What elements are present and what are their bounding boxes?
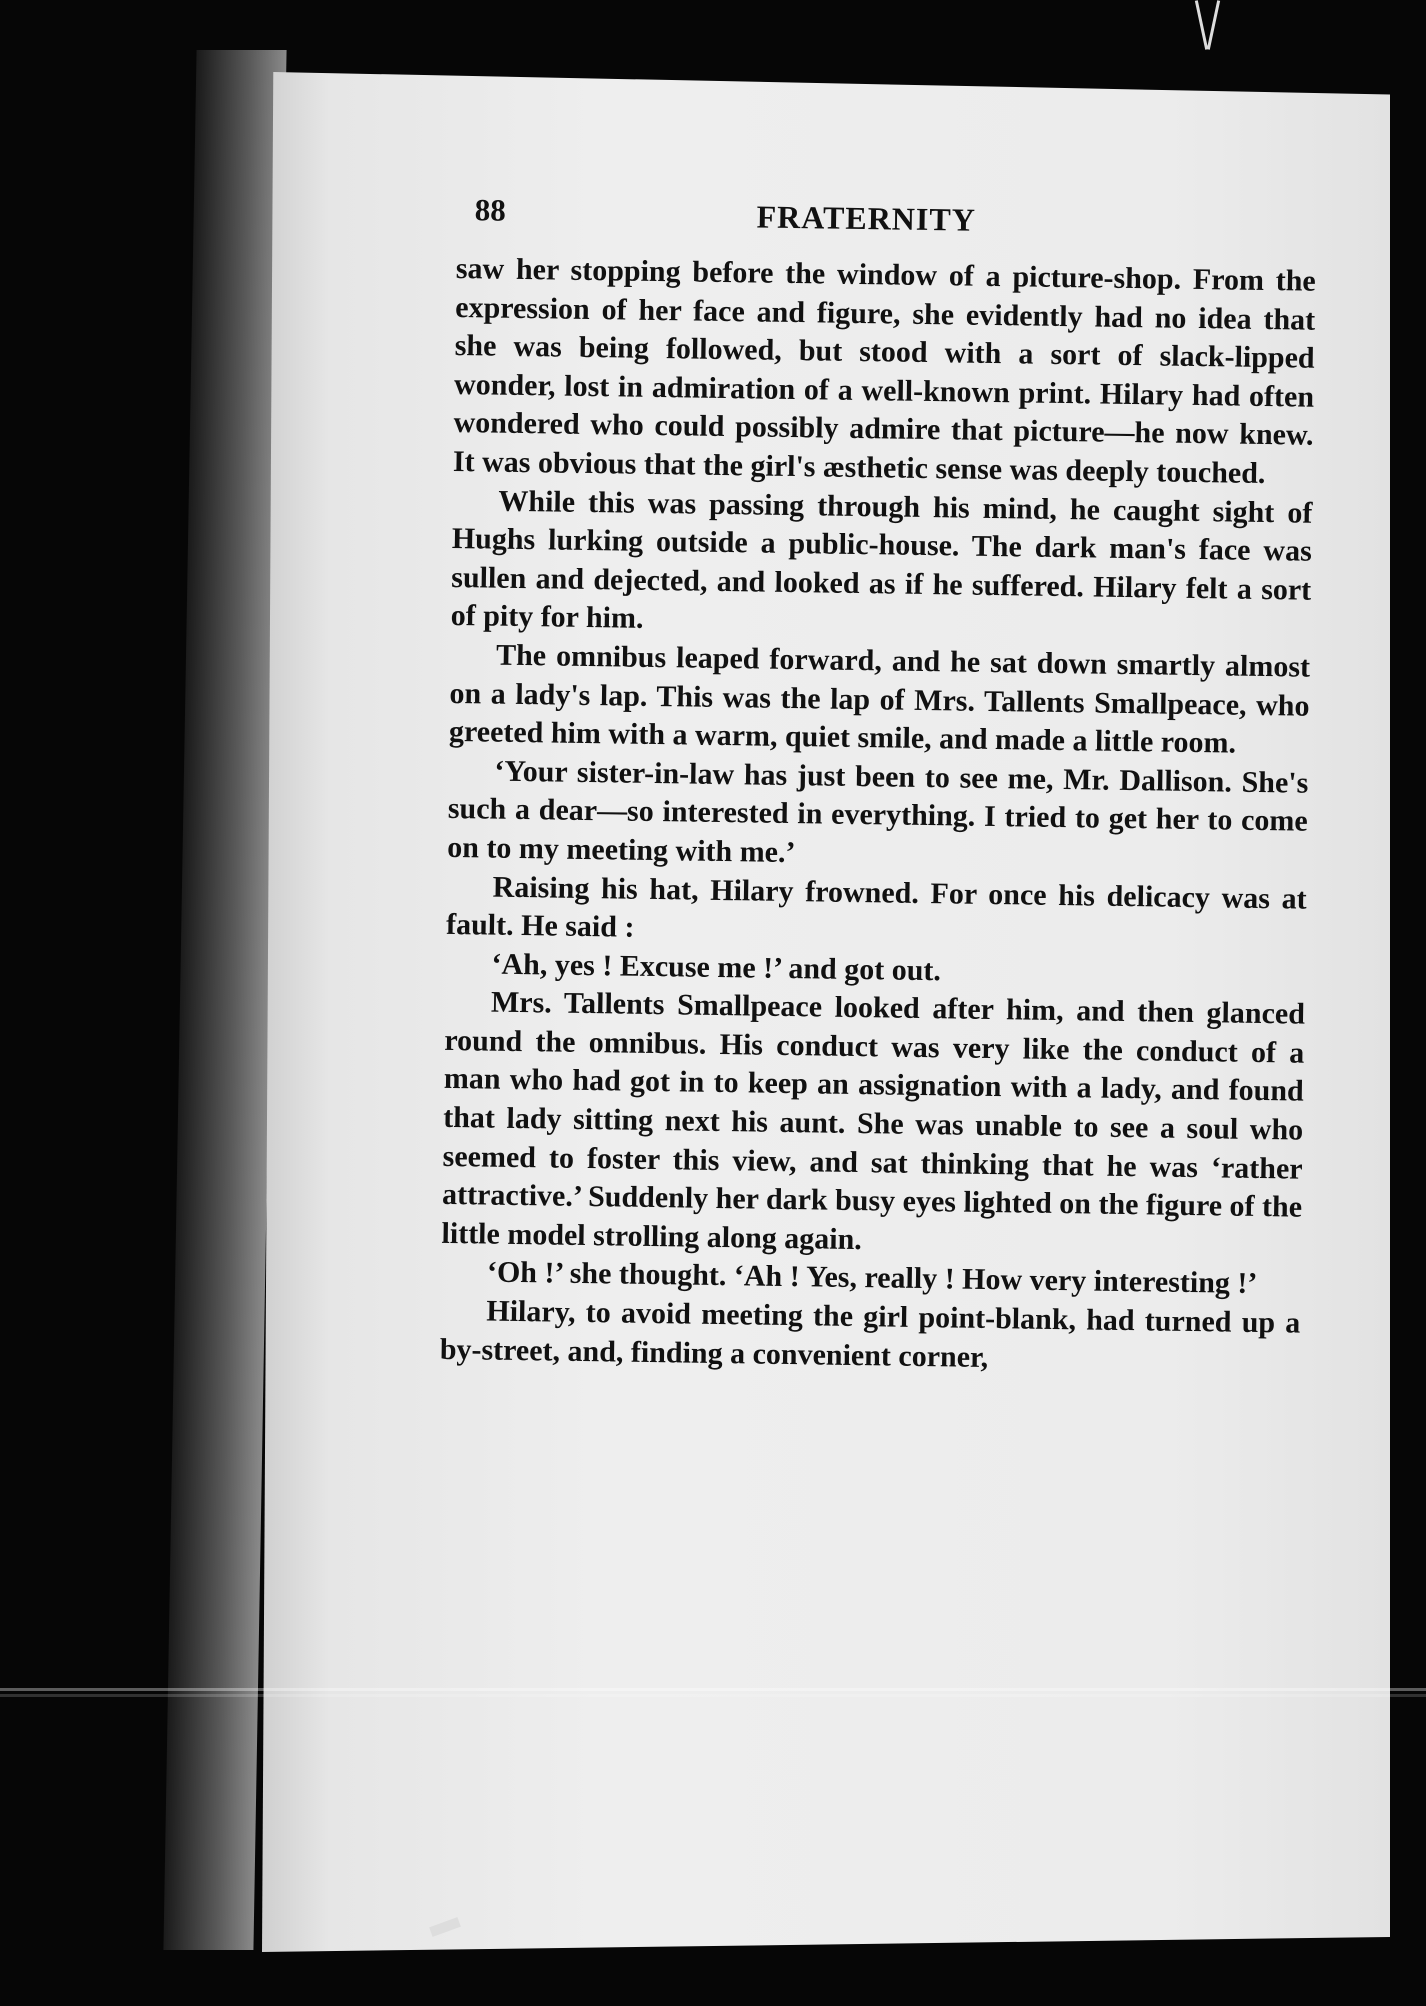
paragraph: Raising his hat, Hilary frowned. For once his delicacy was at fault. He said : bbox=[445, 870, 1307, 944]
scan-artifact bbox=[1207, 0, 1220, 50]
paragraph: Mrs. Tallents Smallpeace looked after him, and then glanced round the omnibus. His conduct was very like the conduct of a man who had got in to keep an assignation with a lady, and found that lady sitting next his aunt. She was unable to see a soul who seemed to foster this view, and sat thinking that he was ‘rather attractive.’ Suddenly her dark busy eyes lighted on the figure of the little model strolling along again. bbox=[441, 985, 1306, 1256]
paragraph: ‘Your sister-in-law has just been to see me, Mr. Dallison. She's such a dear—so interested in everything. I tried to get her to come on to my meeting with me.’ bbox=[447, 754, 1309, 869]
paragraph: saw her stopping before the window of a picture-shop. From the expression of her face and figure, she evidently had no idea that she was being followed, but stood with a sort of slack-lipped wonder, lost in admiration of a well-known print. Hilary had often wondered who could possibly admire that picture—he now knew. It was obvious that the girl's æsthetic sense was deeply touched. bbox=[452, 251, 1317, 490]
paragraph: ‘Ah, yes ! Excuse me !’ and got out. bbox=[491, 947, 942, 987]
paragraph: ‘Oh !’ she thought. ‘Ah ! Yes, really ! How very interesting !’ bbox=[486, 1256, 1258, 1301]
paragraph: While this was passing through his mind, he caught sight of Hughs lurking outside a public-house. The dark man's face was sullen and dejected, and looked as if he suffered. Hilary felt a sort of pity for him. bbox=[450, 484, 1313, 636]
body-text bbox=[440, 250, 1317, 1382]
paragraph: Hilary, to avoid meeting the girl point-blank, had turned up a by-street, and, finding a convenient corner, bbox=[439, 1294, 1301, 1374]
page-content-area bbox=[262, 72, 1390, 1952]
paragraph: The omnibus leaped forward, and he sat down smartly almost on a lady's lap. This was the lap of Mrs. Tallents Smallpeace, who greeted him with a warm, quiet smile, and made a little room. bbox=[448, 638, 1311, 760]
running-head: FRATERNITY bbox=[756, 198, 977, 238]
scan-artifact bbox=[1195, 0, 1208, 50]
page-text-block bbox=[440, 192, 1317, 1382]
page-number: 88 bbox=[474, 192, 506, 228]
